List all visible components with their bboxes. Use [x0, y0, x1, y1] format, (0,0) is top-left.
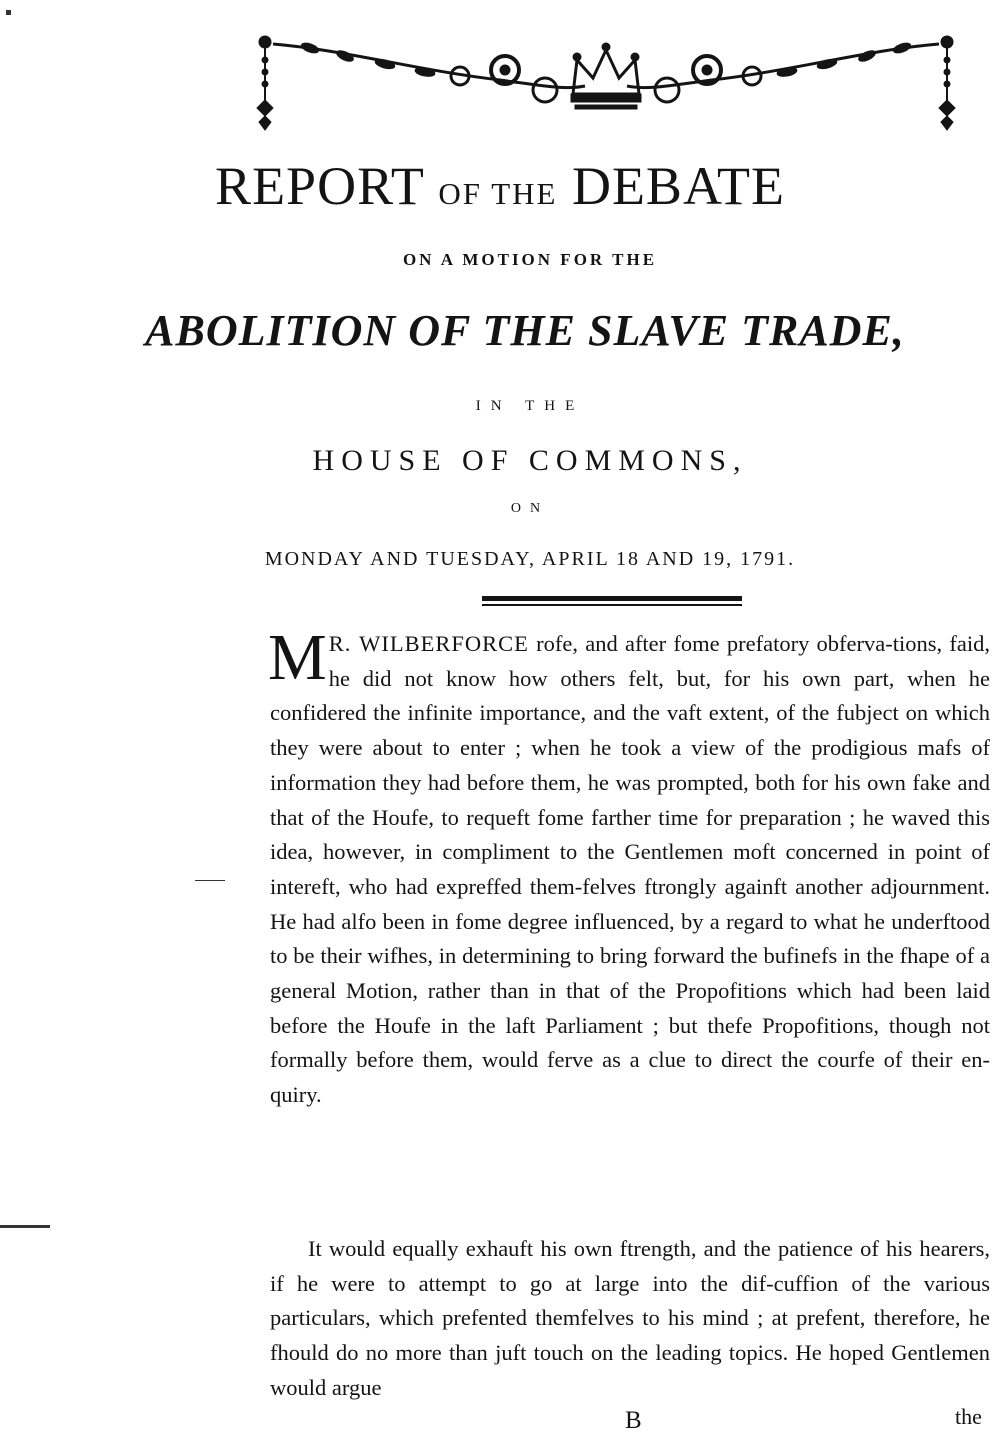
scan-speck — [195, 880, 225, 881]
subtitle-motion: ON A MOTION FOR THE — [402, 250, 658, 269]
body-paragraph-1: M R. WILBERFORCE rofe, and after fome prefatory obferva-tions, faid, he did not know how others felt, but, for his own part, when he confidered the infinite importance, and the vaft extent, of the fubject on which they were about to enter ; when he took a view of the prodigious mafs of information they had before them, he was prompted, both for his own fake and that of the Houfe, to requeft fome farther time for preparation ; he waved this idea, however, in compliment to the Gentlemen moft concerned in point of intereft, who had expreffed them-felves ftrongly againft another adjournment. He had alfo been in fome degree influenced, by a regard to what he underftood to be their wifhes, in determining to bring forward the bufinefs in the fhape of a general Motion, rather than in that of the Propofitions which had been laid before the Houfe in the laft Parliament ; but thefe Propofitions, though not formally before them, would ferve as a clue to direct the courfe of their en-quiry. — [268, 621, 990, 1108]
subtitle-abolition: ABOLITION OF THE SLAVE TRADE, — [145, 306, 905, 355]
scan-speck — [0, 1225, 50, 1228]
subtitle-in-the: IN THE — [475, 398, 585, 414]
floral-crown-ornament — [255, 30, 970, 140]
subtitle-date: MONDAY AND TUESDAY, APRIL 18 AND 19, 1791. — [264, 548, 796, 570]
double-rule-thin — [482, 604, 742, 606]
scan-speck — [6, 10, 11, 15]
paragraph-lead: R. WILBERFORCE — [328, 631, 529, 656]
subtitle-on: ON — [510, 501, 550, 516]
drop-cap: M — [268, 621, 327, 694]
catchword: the — [955, 1404, 982, 1429]
page-title: REPORT OF THE DEBATE — [215, 156, 785, 216]
signature-mark: B — [625, 1407, 642, 1434]
body-paragraph-2: It would equally exhauft his own ftrength, and the patience of his hearers, if he were to attempt to go at large into the dif-cuffion of the various particulars, which prefented themfelves to his mind ; at prefent, therefore, he fhould do no more than juft touch on the leading topics. He hoped Gentlemen would argue — [270, 1236, 990, 1400]
double-rule-thick — [482, 596, 742, 601]
subtitle-house: HOUSE OF COMMONS, — [312, 444, 748, 477]
